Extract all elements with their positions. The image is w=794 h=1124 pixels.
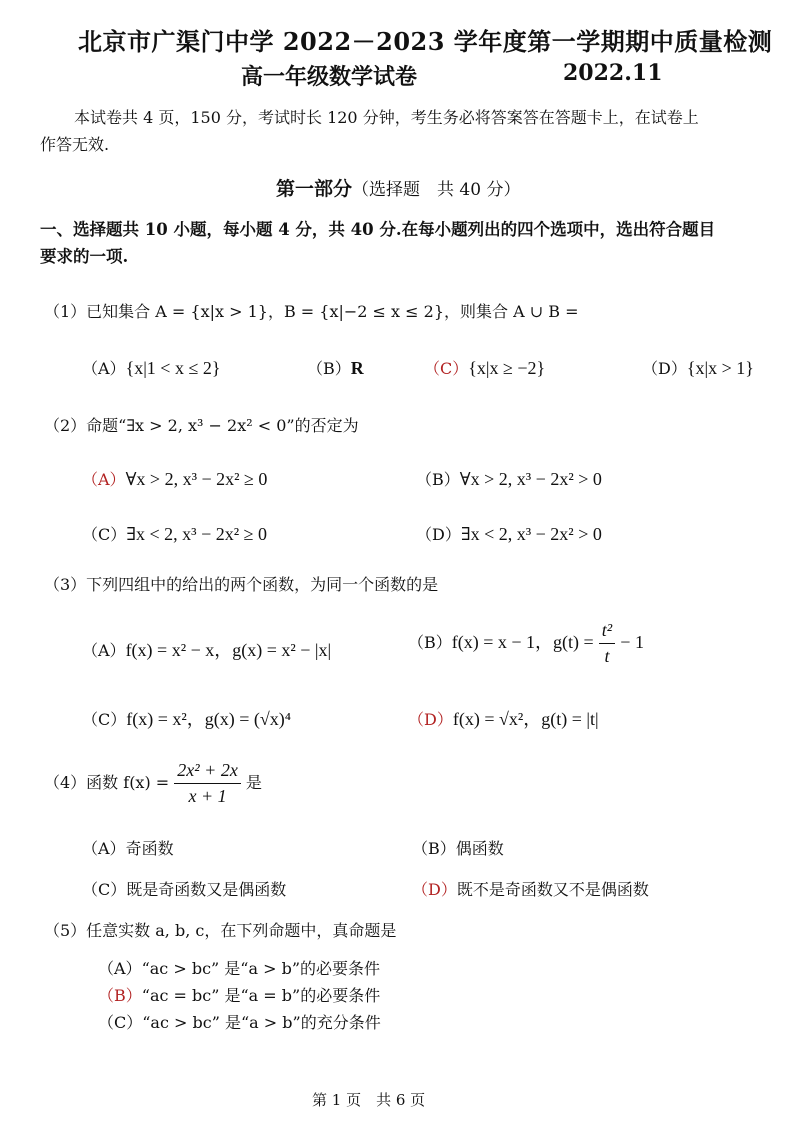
option-text: {x|1 < x ≤ 2} xyxy=(125,358,221,378)
page-footer: 第 1 页 共 6 页 xyxy=(312,1091,426,1109)
question-2-stem: （2）命题“∃x > 2, x³ − 2x² < 0”的否定为 xyxy=(44,416,359,435)
section-heading xyxy=(276,174,520,201)
q2-option-b xyxy=(416,467,602,490)
fraction-denominator: x + 1 xyxy=(188,786,227,806)
section-detail: （选择题 共 40 分） xyxy=(352,180,521,200)
q1-option-a xyxy=(82,356,220,379)
option-text: “ac > bc” 是“a > b”的充分条件 xyxy=(142,1013,381,1032)
q2-option-d xyxy=(416,522,602,545)
q1-option-c xyxy=(424,356,545,379)
q1-option-b xyxy=(307,356,364,379)
option-text: R xyxy=(350,358,364,378)
option-label: （B） xyxy=(412,839,456,858)
option-label-answer: （A） xyxy=(82,470,126,489)
q4-option-a xyxy=(82,836,174,859)
q3-option-d xyxy=(408,705,599,731)
q4-option-d xyxy=(412,877,649,900)
option-label: （B） xyxy=(408,633,452,652)
question-5-stem: （5）任意实数 a, b, c，在下列命题中，真命题是 xyxy=(44,921,397,940)
option-label-answer: （D） xyxy=(412,880,457,899)
option-label: （D） xyxy=(642,359,687,378)
option-text: “ac > bc” 是“a > b”的必要条件 xyxy=(141,959,381,978)
option-text: {x|x > 1} xyxy=(686,358,754,378)
q2-option-c xyxy=(82,522,267,545)
option-text: 既不是奇函数又不是偶函数 xyxy=(456,880,649,899)
fraction-numerator: 2x² + 2x xyxy=(174,760,241,784)
option-label: （B） xyxy=(307,359,351,378)
option-text: “ac = bc” 是“a = b”的必要条件 xyxy=(141,986,381,1005)
q5-option-a xyxy=(98,956,380,979)
fraction-numerator: t² xyxy=(599,620,615,644)
option-text: f(x) = x² − x，g(x) = x² − |x| xyxy=(125,640,332,660)
option-label: （A） xyxy=(98,959,142,978)
option-text: 偶函数 xyxy=(455,839,504,858)
question-1-stem: （1）已知集合 A = {x|x > 1}，B = {x|−2 ≤ x ≤ 2}，则集合 A ∪ B = xyxy=(44,302,579,321)
option-text: f(x) = x²，g(x) = (√x)⁴ xyxy=(126,709,292,729)
option-label: （D） xyxy=(416,525,461,544)
fraction xyxy=(174,760,241,807)
option-text-pre: f(x) = x − 1，g(t) = xyxy=(451,632,594,652)
exam-title: 北京市广渠门中学 2022－2023 学年度第一学期期中质量检测 xyxy=(78,27,773,56)
option-text: ∃x < 2, x³ − 2x² > 0 xyxy=(460,524,602,544)
option-label: （C） xyxy=(82,880,127,899)
stem-text-post: 是 xyxy=(245,773,262,792)
q5-option-c xyxy=(98,1010,381,1033)
stem-text-pre: （4）函数 f(x) = xyxy=(44,773,170,792)
fraction xyxy=(599,620,615,667)
q1-option-d xyxy=(642,356,754,379)
question-4-stem xyxy=(44,760,262,807)
option-text-post: − 1 xyxy=(620,632,644,652)
option-label: （C） xyxy=(82,710,127,729)
option-label: （A） xyxy=(82,359,126,378)
option-label: （C） xyxy=(98,1013,143,1032)
q2-option-a xyxy=(82,467,267,490)
q3-option-a xyxy=(82,636,331,662)
option-label: （A） xyxy=(82,641,126,660)
option-label: （A） xyxy=(82,839,126,858)
instructions-line-2: 要求的一项. xyxy=(40,247,129,266)
instructions-line-1: 一、选择题共 10 小题，每小题 4 分，共 40 分.在每小题列出的四个选项中，选出符合题目 xyxy=(40,220,716,239)
exam-date: 2022.11 xyxy=(563,60,663,86)
option-label-answer: （C） xyxy=(424,359,469,378)
option-label-answer: （D） xyxy=(408,710,453,729)
option-text: ∃x < 2, x³ − 2x² ≥ 0 xyxy=(126,524,267,544)
intro-line-1: 本试卷共 4 页，150 分，考试时长 120 分钟，考生务必将答案答在答题卡上，在试卷上 xyxy=(74,108,699,127)
exam-subtitle: 高一年级数学试卷 xyxy=(241,64,418,90)
option-text: ∀x > 2, x³ − 2x² ≥ 0 xyxy=(125,469,268,489)
q3-option-c xyxy=(82,705,291,731)
option-text: f(x) = √x²，g(t) = |t| xyxy=(452,709,599,729)
option-text: ∀x > 2, x³ − 2x² > 0 xyxy=(459,469,602,489)
section-name: 第一部分 xyxy=(276,178,353,200)
option-label: （B） xyxy=(416,470,460,489)
option-label: （C） xyxy=(82,525,127,544)
option-text: {x|x ≥ −2} xyxy=(468,358,546,378)
q4-option-b xyxy=(412,836,504,859)
option-text: 奇函数 xyxy=(125,839,174,858)
fraction-denominator: t xyxy=(604,646,610,666)
q4-option-c xyxy=(82,877,286,900)
intro-line-2: 作答无效. xyxy=(40,135,110,154)
option-text: 既是奇函数又是偶函数 xyxy=(126,880,287,899)
question-3-stem: （3）下列四组中的给出的两个函数，为同一个函数的是 xyxy=(44,575,439,594)
q5-option-b xyxy=(98,983,380,1006)
option-label-answer: （B） xyxy=(98,986,142,1005)
q3-option-b xyxy=(408,620,644,667)
